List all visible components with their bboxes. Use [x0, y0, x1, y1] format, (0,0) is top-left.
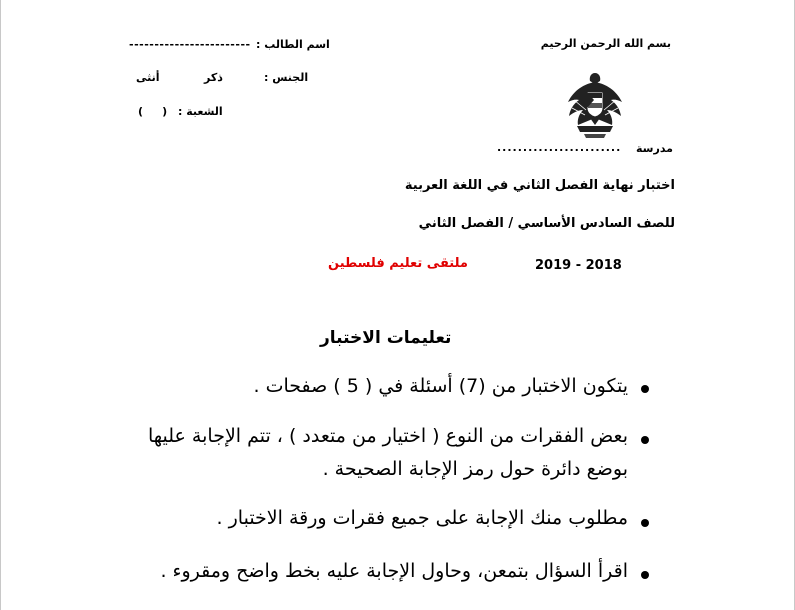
instruction-item-1: يتكون الاختبار من (7) أسئلة في ( 5 ) صفحات .: [253, 375, 628, 397]
instruction-item-2: بعض الفقرات من النوع ( اختيار من متعدد ) ، تتم الإجابة عليها: [147, 425, 628, 447]
instruction-item-4: اقرأ السؤال بتمعن، وحاول الإجابة عليه بخط واضح ومقروء .: [160, 560, 628, 582]
instruction-item-2-continued: بوضع دائرة حول رمز الإجابة الصحيحة .: [322, 458, 628, 480]
instructions-title: تعليمات الاختبار: [320, 328, 452, 348]
section-blank: ( ): [138, 105, 168, 118]
palestine-emblem-icon: [564, 70, 626, 140]
section-label: الشعبة :: [178, 105, 223, 118]
gender-male-option: ذكر: [204, 71, 223, 84]
school-label: مدرسة: [636, 142, 673, 155]
student-name-blank: ------------------------: [129, 38, 251, 51]
school-blank: ........................: [497, 141, 622, 154]
gender-female-option: أنثى: [136, 71, 160, 84]
instruction-item-3: مطلوب منك الإجابة على جميع فقرات ورقة الاختبار .: [216, 507, 628, 529]
student-name-label: اسم الطالب :: [256, 38, 330, 51]
bullet-4: [641, 571, 649, 579]
bullet-1: [641, 385, 649, 393]
gender-label: الجنس :: [264, 71, 309, 84]
source-label: ملتقى تعليم فلسطين: [328, 256, 468, 271]
bullet-3: [641, 519, 649, 527]
exam-title: اختبار نهاية الفصل الثاني في اللغة العربية: [404, 178, 675, 193]
academic-year: 2019 - 2018: [535, 258, 622, 273]
grade-line: للصف السادس الأساسي / الفصل الثاني: [418, 216, 675, 231]
basmala: بسم الله الرحمن الرحيم: [540, 37, 671, 50]
bullet-2: [641, 436, 649, 444]
